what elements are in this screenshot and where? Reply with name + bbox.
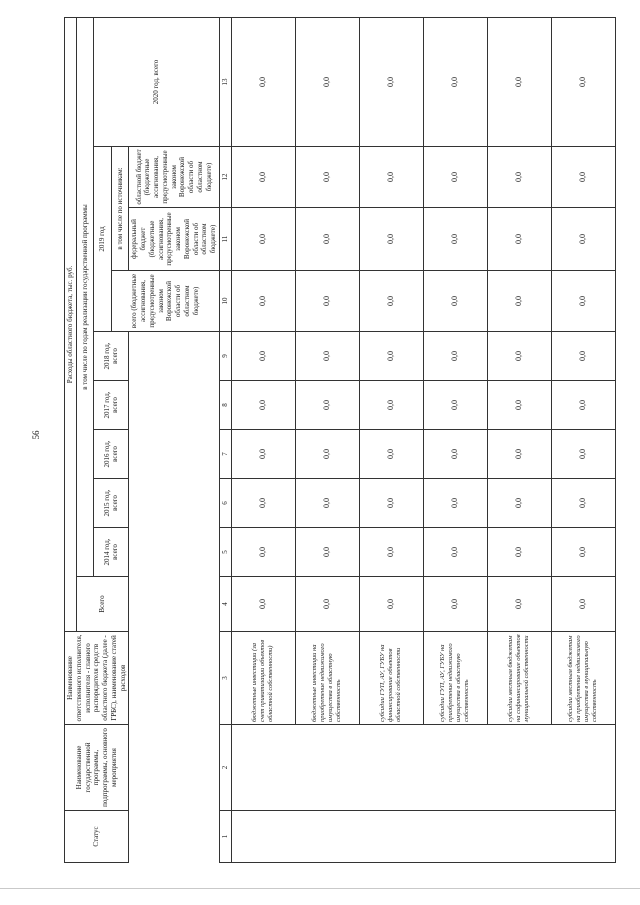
value-cell: 0,0 <box>231 430 295 479</box>
value-cell: 0,0 <box>487 479 551 528</box>
header-2016: 2016 год, всего <box>94 430 129 479</box>
row-label: бюджетные инвестиции (за счет приватизации объектов областной собственности) <box>231 632 295 725</box>
value-cell: 0,0 <box>551 479 615 528</box>
value-cell: 0,0 <box>487 271 551 332</box>
col-number: 5 <box>219 528 231 577</box>
col-number: 1 <box>219 811 231 863</box>
value-cell: 0,0 <box>423 208 487 271</box>
value-cell: 0,0 <box>359 479 423 528</box>
header-total: Всего <box>77 577 129 632</box>
value-cell: 0,0 <box>487 528 551 577</box>
value-cell: 0,0 <box>359 17 423 146</box>
row-label: субсидии ГУП, АУ, ГУБУ на финансирование объектов областной собственности <box>359 632 423 725</box>
value-cell: 0,0 <box>295 479 359 528</box>
header-2015: 2015 год, всего <box>94 479 129 528</box>
header-2018: 2018 год, всего <box>94 332 129 381</box>
value-cell: 0,0 <box>231 271 295 332</box>
col-number: 4 <box>219 577 231 632</box>
value-cell: 0,0 <box>231 479 295 528</box>
value-cell: 0,0 <box>359 430 423 479</box>
value-cell: 0,0 <box>231 332 295 381</box>
value-cell: 0,0 <box>551 430 615 479</box>
col-number: 10 <box>219 271 231 332</box>
table-body <box>231 17 615 862</box>
value-cell: 0,0 <box>295 577 359 632</box>
value-cell: 0,0 <box>487 208 551 271</box>
col-number: 8 <box>219 381 231 430</box>
status-cell <box>231 811 615 863</box>
value-cell: 0,0 <box>295 17 359 146</box>
budget-table <box>64 18 614 863</box>
value-cell: 0,0 <box>551 271 615 332</box>
value-cell: 0,0 <box>423 528 487 577</box>
header-2017: 2017 год, всего <box>94 381 129 430</box>
value-cell: 0,0 <box>359 577 423 632</box>
value-cell: 0,0 <box>423 271 487 332</box>
header-by-years: в том числе по годам реализации государственной программы <box>77 17 94 576</box>
value-cell: 0,0 <box>295 430 359 479</box>
col-number: 13 <box>219 17 231 146</box>
table-row <box>231 17 295 862</box>
value-cell: 0,0 <box>423 381 487 430</box>
header-2020: 2020 год, всего <box>94 17 219 146</box>
value-cell: 0,0 <box>231 208 295 271</box>
col-number: 7 <box>219 430 231 479</box>
value-cell: 0,0 <box>423 577 487 632</box>
value-cell: 0,0 <box>295 271 359 332</box>
value-cell: 0,0 <box>295 332 359 381</box>
value-cell: 0,0 <box>423 430 487 479</box>
value-cell: 0,0 <box>295 208 359 271</box>
header-2014: 2014 год, всего <box>94 528 129 577</box>
value-cell: 0,0 <box>423 147 487 208</box>
col-number: 6 <box>219 479 231 528</box>
page-bottom-rule <box>0 888 640 889</box>
value-cell: 0,0 <box>423 332 487 381</box>
value-cell: 0,0 <box>423 479 487 528</box>
header-source: Наименование ответственного исполнителя, исполнителя - главного распорядителя средств областного бюджета (далее - ГРБС), наименование статей расходов <box>65 632 129 725</box>
value-cell: 0,0 <box>231 381 295 430</box>
value-cell: 0,0 <box>359 381 423 430</box>
col-number: 12 <box>219 147 231 208</box>
value-cell: 0,0 <box>487 332 551 381</box>
header-2019-total: всего (бюджетные ассигнования, предусмотренные законом Воронежской области об областном бюджете) <box>111 271 219 332</box>
value-cell: 0,0 <box>551 147 615 208</box>
row-label: субсидии ГУП, АУ, ГУБУ на приобретение недвижимого имущества в областную собственность <box>423 632 487 725</box>
value-cell: 0,0 <box>551 208 615 271</box>
value-cell: 0,0 <box>551 381 615 430</box>
value-cell: 0,0 <box>359 271 423 332</box>
value-cell: 0,0 <box>487 381 551 430</box>
value-cell: 0,0 <box>551 528 615 577</box>
value-cell: 0,0 <box>231 528 295 577</box>
value-cell: 0,0 <box>551 332 615 381</box>
value-cell: 0,0 <box>487 430 551 479</box>
value-cell: 0,0 <box>295 147 359 208</box>
value-cell: 0,0 <box>295 381 359 430</box>
value-cell: 0,0 <box>423 17 487 146</box>
row-label: бюджетные инвестиции на приобретение недвижимого имущества в областную собственность <box>295 632 359 725</box>
value-cell: 0,0 <box>231 577 295 632</box>
program-cell <box>231 725 615 811</box>
value-cell: 0,0 <box>359 208 423 271</box>
value-cell: 0,0 <box>295 528 359 577</box>
row-label: субсидии местным бюджетам на приобретение недвижимого имущества в муниципальную собственность <box>551 632 615 725</box>
value-cell: 0,0 <box>359 332 423 381</box>
value-cell: 0,0 <box>231 17 295 146</box>
value-cell: 0,0 <box>231 147 295 208</box>
value-cell: 0,0 <box>359 147 423 208</box>
header-2019-regional: областной бюджет (бюджетные ассигнования, предусмотренные законом Воронежской области об областном бюджете) <box>129 147 220 208</box>
value-cell: 0,0 <box>487 147 551 208</box>
row-label: субсидии местным бюджетам на софинансирование объектов муниципальной собственности <box>487 632 551 725</box>
header-expenses: Расходы областного бюджета, тыс. руб. <box>65 17 77 631</box>
value-cell: 0,0 <box>487 17 551 146</box>
page-number: 56 <box>31 430 41 440</box>
value-cell: 0,0 <box>487 577 551 632</box>
header-2019-federal: федеральный бюджет (бюджетные ассигнования, предусмотренные законом Воронежской области об областном бюджете) <box>129 208 220 271</box>
col-number: 9 <box>219 332 231 381</box>
header-2019-incl: в том числе по источникам: <box>111 147 128 271</box>
col-number: 2 <box>219 725 231 811</box>
rotated-table-container <box>64 18 614 863</box>
header-2019: 2019 год <box>94 147 111 332</box>
col-number: 3 <box>219 632 231 725</box>
header-status: Статус <box>65 811 129 863</box>
value-cell: 0,0 <box>551 17 615 146</box>
value-cell: 0,0 <box>551 577 615 632</box>
col-number: 11 <box>219 208 231 271</box>
value-cell: 0,0 <box>359 528 423 577</box>
header-program-name: Наименование государственной программы, подпрограммы, основного мероприятия <box>65 725 129 811</box>
